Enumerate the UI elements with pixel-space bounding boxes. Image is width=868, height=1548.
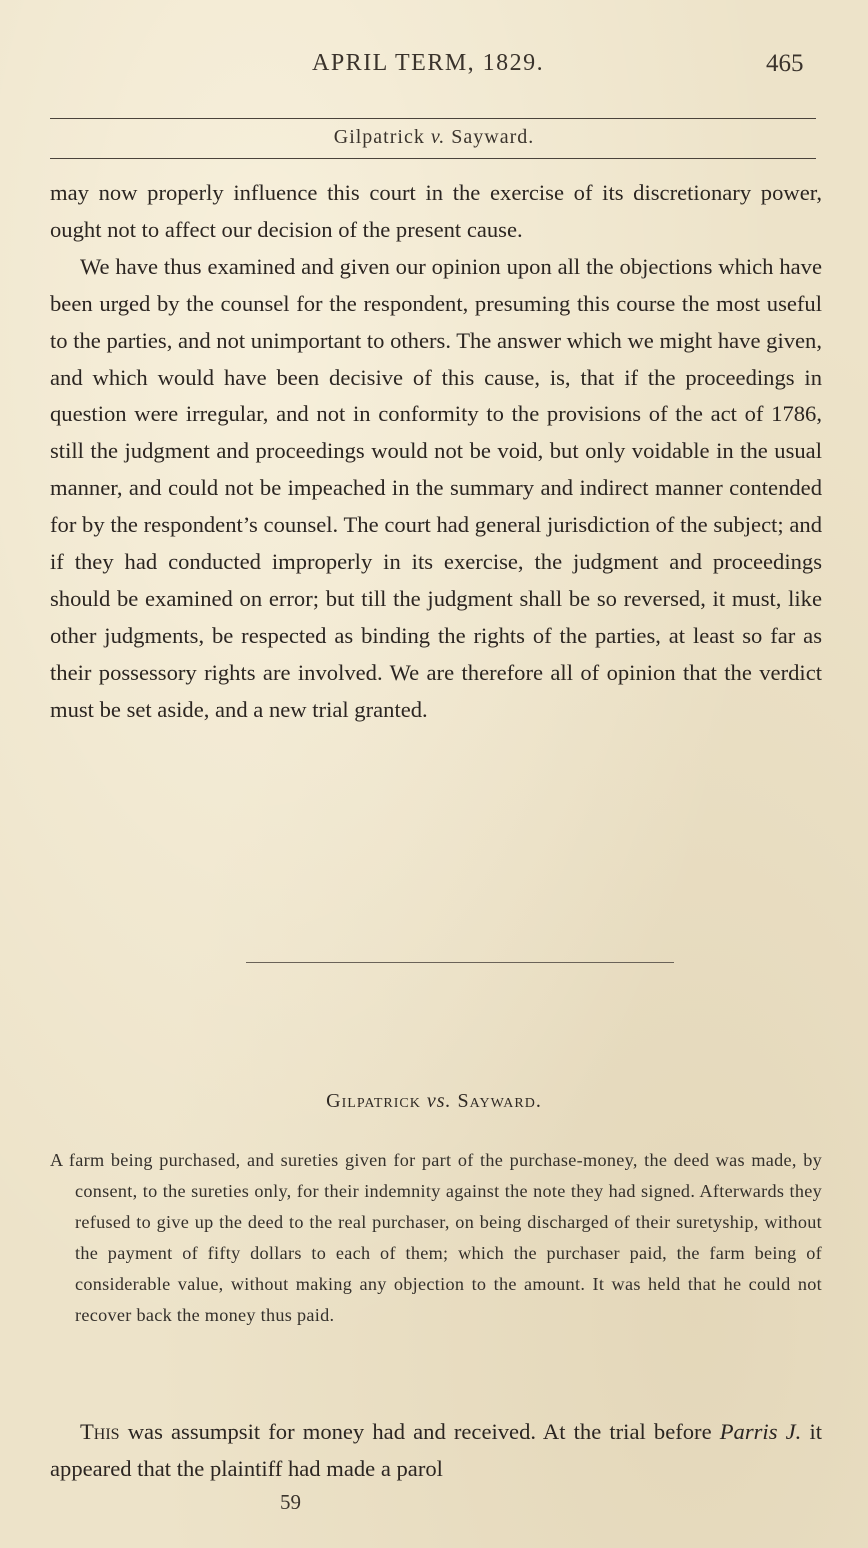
- signature-mark: 59: [280, 1490, 301, 1514]
- new-case-plaintiff: Gilpatrick: [326, 1090, 421, 1112]
- opening-text-2: it appeared that the plaintiff had made a parol: [50, 1419, 823, 1481]
- running-head: [0, 50, 868, 84]
- opening-lead-word: This: [80, 1419, 120, 1444]
- top-rule: [50, 118, 816, 119]
- opinion-paragraph-2: We have thus examined and given our opinion upon all the objections which have been urged by the counsel for the respondent, presuming this course the most useful to the parties, and not unimportant to others. The answer which we might have given, and which would have been decisive of this cause, is, that if the proceedings in question were irregular, and not in conformity to the provisions of the act of 1786, still the judgment and proceedings would not be void, but only voidable in the usual manner, and could not be impeached in the summary and indirect manner contended for by the respondent’s counsel. The court had general jurisdiction of the subject; and if they had conducted improperly in its exercise, the judgment and proceedings should be examined on error; but till the judgment shall be so reversed, it must, like other judgments, be respected as binding the rights of the parties, at least so far as their possessory rights are involved. We are therefore all of opinion that the verdict must be set aside, and a new trial granted.: [50, 253, 822, 722]
- running-head-title: APRIL TERM, 1829.: [312, 50, 545, 76]
- header-bottom-rule: [50, 158, 816, 159]
- case-header-versus: v.: [430, 126, 446, 148]
- opinion-text: [50, 175, 822, 729]
- case-header-plaintiff: Gilpatrick: [333, 126, 425, 148]
- opinion-paragraph-1: may now properly influence this court in the exercise of its discretionary power, ought not to affect our decision of the present cause.: [50, 180, 822, 242]
- case-header-defendant: Sayward.: [451, 126, 535, 148]
- case-header: [0, 126, 868, 149]
- opening-text-1: was assumpsit for money had and received. At the trial before: [119, 1419, 720, 1444]
- new-case-versus: vs.: [426, 1090, 452, 1112]
- new-case-title: [0, 1090, 868, 1113]
- case-opening-paragraph: [50, 1414, 822, 1487]
- new-case-defendant: Sayward.: [457, 1090, 542, 1112]
- section-divider: [246, 962, 674, 963]
- headnote: A farm being purchased, and sureties given for part of the purchase-money, the deed was made, by consent, to the sureties only, for their indemnity against the note they had signed. Afterwards they refused to give up the deed to the real purchaser, on being discharged of their suretyship, without the payment of fifty dollars to each of them; which the purchaser paid, the farm being of considerable value, without making any objection to the amount. It was held that he could not recover back the money thus paid.: [50, 1150, 822, 1325]
- page-number: 465: [766, 50, 804, 77]
- judge-name: Parris J.: [719, 1419, 802, 1444]
